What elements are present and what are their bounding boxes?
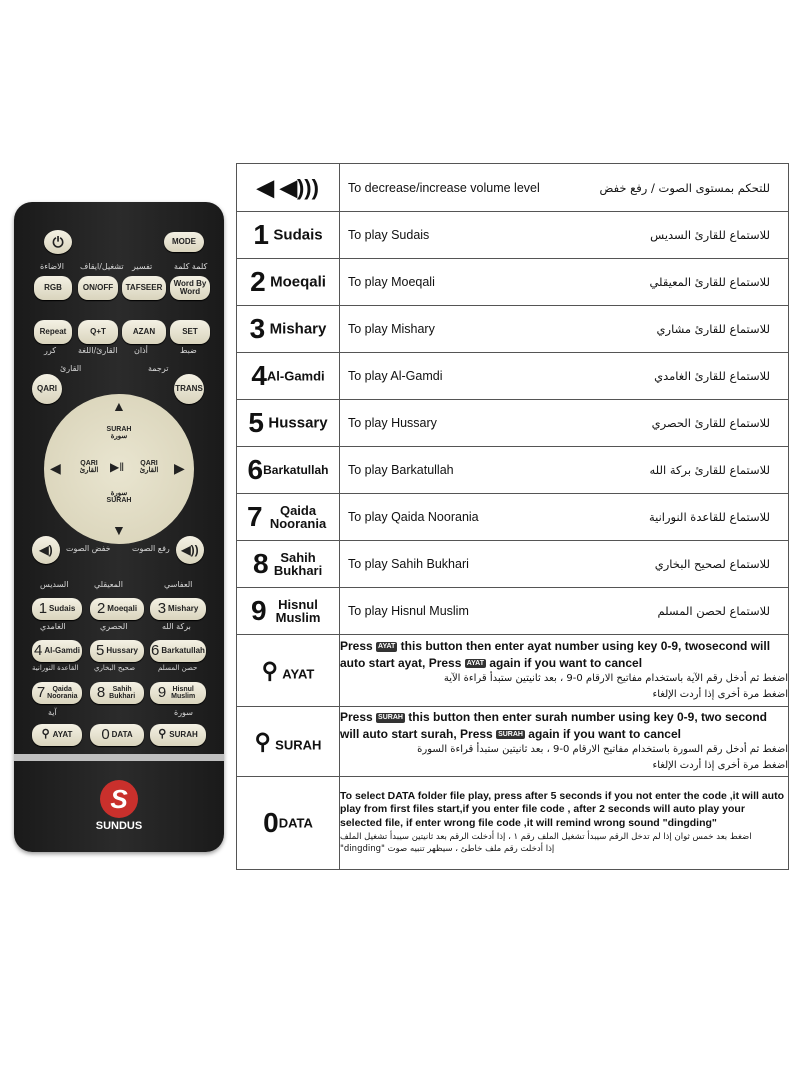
label-barkatullah-ar: بركة الله [162, 622, 191, 631]
mode-button[interactable]: MODE [164, 232, 204, 252]
table-row-data: 0DATA To select DATA folder file play, press after 5 seconds if you not enter the code ,it will auto play from first files start,if you enter file code , after 2 seconds will auto play your selected file, if enter wrong file code ,it will remind wrong sound "dingding" اضغط بعد خمس ثوان إذا لم تدخل الرقم سيبدأ تشغيل الملف رقم ١ ، إذا أدخلت الرقم بعد ثانيتين سيبدأ تشغيل الملف إذا أدخلت رقم ملف خاطئ ، سيظهر تنبيه صوت "dingding" [237, 777, 789, 870]
table-row-ayat: ⚲ AYAT Press AYAT this button then enter ayat number using key 0-9, twosecond will auto start ayat, Press AYAT again if you want to cancel اضغط ثم أدخل رقم الآية باستخدام مفاتيح الارقام 0-9 ، بعد ثانيتين ستبدأ قراءة الآية اضغط مرة أخرى إذا أردت الإلغاء [237, 635, 789, 707]
word-by-word-label: Word By Word [173, 278, 207, 296]
table-row-surah: ⚲ SURAH Press SURAH this button then enter surah number using key 0-9, two second will auto start surah, Press SURAH again if you want to cancel اضغط ثم أدخل رقم السورة باستخدام مفاتيح الارقام 0-9 ، بعد ثانيتين ستبدأ قراءة السورة اضغط مرة أخرى إذا أردت الإلغاء [237, 707, 789, 777]
trans-button[interactable] [174, 374, 204, 404]
surah-ar-2: اضغط مرة أخرى إذا أردت الإلغاء [652, 759, 788, 771]
label-word-ar: كلمة كلمة [174, 262, 208, 271]
set-button[interactable] [170, 320, 210, 344]
data-en: To select DATA folder file play, press after 5 seconds if you not enter the code ,it will auto play from first files start,if you enter file code , after 2 seconds will auto play your selected file, if enter wrong file code ,it will remind wrong sound "dingding" [340, 789, 784, 830]
ayat-button[interactable]: ⚲ AYAT [32, 724, 82, 746]
key-2-moeqali[interactable]: 2 Moeqali [90, 598, 144, 620]
rgb-button[interactable] [34, 276, 72, 300]
search-icon: ⚲ [261, 657, 278, 683]
key-8-bukhari[interactable]: 8 Sahih Bukhari [90, 682, 144, 704]
azan-button[interactable] [122, 320, 166, 344]
label-vol-up-ar: رفع الصوت [132, 544, 170, 553]
volume-ar: للتحكم بمستوى الصوت / رفع خفض [599, 180, 770, 195]
label-mishary-ar: العفاسي [164, 580, 193, 589]
label-moeqali-ar: المعيقلي [94, 580, 123, 589]
label-set-ar: ضبط [180, 346, 197, 355]
table-row: 8 Sahih Bukhari To play Sahih Bukhari للاستماع لصحيح البخاري [237, 541, 789, 588]
surah-up-label: SURAH سورة [106, 426, 132, 441]
label-onoff-ar: تشغيل/ايقاف [80, 262, 124, 271]
key-3-mishary[interactable]: 3 Mishary [150, 598, 206, 620]
brand-name: SUNDUS [95, 820, 143, 832]
label-sudais-ar: السديس [40, 580, 69, 589]
volume-up-button[interactable]: ◀)) [176, 536, 204, 564]
volume-down-button[interactable]: ◀) [32, 536, 60, 564]
ayat-en: Press AYAT this button then enter ayat number using key 0-9, twosecond will auto start ayat, Press AYAT again if you want to cancel [340, 639, 771, 670]
qari-left-label: QARI القارئ [79, 460, 99, 475]
label-bukhari-ar: صحيح البخاري [94, 664, 136, 672]
trans-label: TRANS [175, 383, 203, 393]
table-row: 5 Hussary To play Hussary للاستماع للقارئ الحصري [237, 400, 789, 447]
ayat-ar-1: اضغط ثم أدخل رقم الآية باستخدام مفاتيح الارقام 0-9 ، بعد ثانيتين ستبدأ قراءة الآية [443, 672, 788, 684]
rgb-label: RGB [44, 282, 62, 292]
play-pause-icon[interactable]: ▶‖ [110, 460, 125, 474]
left-arrow-icon[interactable]: ◀ [50, 460, 61, 476]
table-row: 6Barkatullah To play Barkatullah للاستماع للقارئ بركة الله [237, 447, 789, 494]
table-row: 7 Qaida Noorania To play Qaida Noorania للاستماع للقاعدة النورانية [237, 494, 789, 541]
azan-label: AZAN [132, 326, 156, 336]
word-by-word-button[interactable] [170, 276, 210, 300]
ayat-ar-2: اضغط مرة أخرى إذا أردت الإلغاء [652, 688, 788, 700]
onoff-button[interactable] [78, 276, 118, 300]
table-row: 2 Moeqali To play Moeqali للاستماع للقارئ المعيقلي [237, 259, 789, 306]
label-ayat-ar: آية [48, 708, 57, 717]
label-qt-ar: القارئ/اللغة [78, 346, 118, 355]
set-label: SET [182, 326, 198, 336]
key-6-barkatullah[interactable]: 6 Barkatullah [150, 640, 206, 662]
qari-button[interactable] [32, 374, 62, 404]
qt-label: Q+T [90, 326, 106, 336]
key-9-hisnul[interactable]: 9 Hisnul Muslim [150, 682, 206, 704]
search-icon: ⚲ [254, 728, 271, 754]
remote-control [14, 202, 224, 852]
surah-en: Press SURAH this button then enter surah number using key 0-9, two second will auto start surah, Press SURAH again if you want to cancel [340, 710, 767, 741]
repeat-label: Repeat [39, 326, 67, 336]
navigation-dpad[interactable] [44, 394, 194, 544]
label-qaida-ar: القاعدة النورانية [32, 664, 79, 672]
qari-label: QARI [37, 383, 57, 393]
table-row: 1 Sudais To play Sudais للاستماع للقارئ السديس [237, 212, 789, 259]
onoff-label: ON/OFF [82, 282, 114, 292]
power-button[interactable]: ⏻ [44, 230, 72, 254]
qt-button[interactable] [78, 320, 118, 344]
right-arrow-icon[interactable]: ▶ [174, 460, 185, 476]
tafseer-label: TAFSEER [125, 282, 163, 292]
search-icon: ⚲ [158, 728, 167, 741]
volume-icon-cell [237, 164, 340, 212]
surah-ar-1: اضغط ثم أدخل رقم السورة باستخدام مفاتيح الارقام 0-9 ، بعد ثانيتين ستبدأ قراءة السورة [417, 743, 788, 755]
key-5-hussary[interactable]: 5 Hussary [90, 640, 144, 662]
label-hisnul-ar: حصن المسلم [158, 664, 198, 672]
key-0-data[interactable]: 0 DATA [90, 724, 144, 746]
table-row: 3 Mishary To play Mishary للاستماع للقارئ مشاري [237, 306, 789, 353]
qari-right-label: QARI القارئ [139, 460, 159, 475]
remote-divider-stripe [14, 754, 224, 761]
label-surah-ar: سورة [174, 708, 193, 717]
surah-down-label: سورة SURAH [106, 490, 132, 505]
data-ar-1: اضغط بعد خمس ثوان إذا لم تدخل الرقم سيبدأ تشغيل الملف رقم ١ ، إذا أدخلت الرقم بعد ثانيتين سيبدأ تشغيل الملف [340, 831, 752, 842]
volume-en: To decrease/increase volume level [348, 180, 540, 195]
up-arrow-icon[interactable]: ▲ [112, 398, 126, 414]
label-repeat-ar: كرر [44, 346, 57, 355]
key-4-algamdi[interactable]: 4 Al-Gamdi [32, 640, 82, 662]
table-row-volume [237, 164, 789, 212]
label-light-ar: الاضاءة [40, 262, 64, 271]
tafseer-button[interactable] [122, 276, 166, 300]
label-tafseer-ar: تفسير [132, 262, 153, 271]
down-arrow-icon[interactable]: ▼ [112, 522, 126, 538]
search-icon: ⚲ [41, 728, 50, 741]
key-7-qaida[interactable]: 7 Qaida Noorania [32, 682, 82, 704]
volume-icon: ◀ ◀))) [257, 174, 319, 200]
label-azan-ar: أذان [134, 346, 148, 355]
label-vol-down-ar: خفض الصوت [66, 544, 111, 553]
label-hussary-ar: الحصري [100, 622, 128, 631]
brand-logo: S [100, 780, 138, 818]
key-1-sudais[interactable]: 1 Sudais [32, 598, 82, 620]
table-row: 4Al-Gamdi To play Al-Gamdi للاستماع للقارئ الغامدي [237, 353, 789, 400]
repeat-button[interactable] [34, 320, 72, 344]
data-ar-2: إذا أدخلت رقم ملف خاطئ ، سيظهر تنبيه صوت "dingding" [340, 844, 555, 855]
label-trans-ar: ترجمة [148, 364, 169, 373]
label-qari-ar: القارئ [60, 364, 82, 373]
label-algamdi-ar: الغامدي [40, 622, 66, 631]
instructions-table [236, 163, 789, 870]
table-row: 9 Hisnul Muslim To play Hisnul Muslim للاستماع لحصن المسلم [237, 588, 789, 635]
surah-button[interactable]: ⚲ SURAH [150, 724, 206, 746]
